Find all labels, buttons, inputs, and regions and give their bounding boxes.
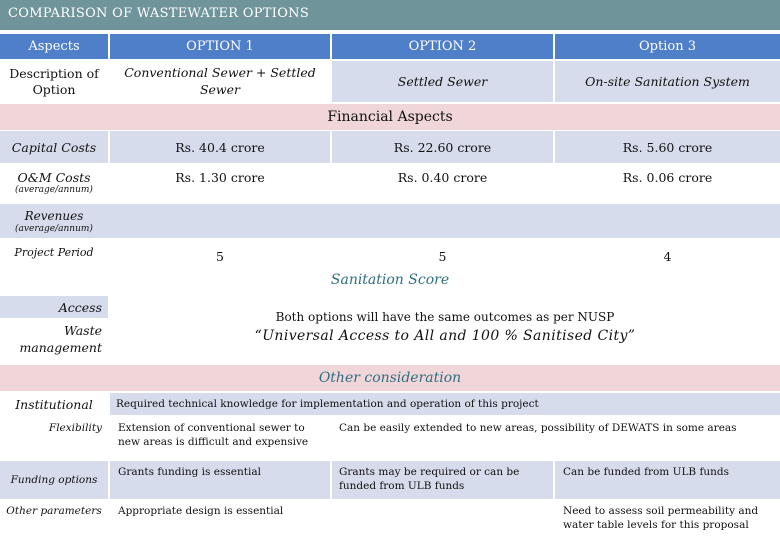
capital-costs-option-1: Rs. 40.4 crore (110, 131, 330, 163)
om-costs-option-3: Rs. 0.06 crore (622, 170, 713, 185)
institutional-text: Required technical knowledge for implementation and operation of this project (110, 393, 780, 415)
om-costs-label: O&M Costs (17, 170, 91, 185)
description-option-2: Settled Sewer (332, 61, 553, 102)
header-option-1: OPTION 1 (110, 34, 330, 59)
page-title: COMPARISON OF WASTEWATER OPTIONS (0, 0, 780, 30)
header-option-3: Option 3 (555, 34, 780, 59)
header-option-2: OPTION 2 (332, 34, 553, 59)
om-costs-option-1: Rs. 1.30 crore (175, 170, 265, 185)
revenues-sublabel: (average/annum) (15, 224, 93, 234)
flexibility-option-1: Extension of conventional sewer to new areas is difficult and expensive (118, 422, 309, 449)
project-period-label: Project Period (14, 246, 94, 259)
project-period-option-2: 5 (438, 249, 447, 264)
other-parameters-option-1: Appropriate design is essential (118, 505, 284, 517)
om-costs-sublabel: (average/annum) (15, 185, 93, 195)
flexibility-label: Flexibility (48, 422, 102, 434)
funding-options-label: Funding options (0, 461, 108, 499)
other-heading: Other consideration (0, 365, 780, 391)
header-aspects: Aspects (0, 34, 108, 59)
revenues-row (0, 204, 780, 238)
funding-option-3: Can be funded from ULB funds (555, 461, 780, 499)
other-parameters-label: Other parameters (6, 505, 102, 517)
sanitation-quote: “Universal Access to All and 100 % Sanitised City” (254, 328, 636, 344)
financial-heading: Financial Aspects (0, 104, 780, 130)
access-label: Access (0, 296, 108, 318)
capital-costs-label: Capital Costs (0, 131, 108, 163)
description-option-1: Conventional Sewer + Settled Sewer (124, 65, 316, 97)
capital-costs-option-3: Rs. 5.60 crore (555, 131, 780, 163)
om-costs-option-2: Rs. 0.40 crore (397, 170, 488, 185)
sanitation-heading: Sanitation Score (330, 272, 450, 288)
project-period-option-1: 5 (216, 249, 224, 264)
revenues-label: Revenues (24, 209, 84, 223)
project-period-option-3: 4 (663, 249, 672, 264)
sanitation-statement: Both options will have the same outcomes as per NUSP (275, 310, 615, 324)
description-label: Description of Option (9, 65, 99, 97)
description-option-3: On-site Sanitation System (555, 61, 780, 102)
capital-costs-option-2: Rs. 22.60 crore (332, 131, 553, 163)
institutional-label: Institutional (15, 396, 93, 412)
waste-management-label: Waste management (19, 323, 102, 355)
flexibility-option-2-3: Can be easily extended to new areas, possibility of DEWATS in some areas (339, 422, 737, 434)
other-parameters-option-3: Need to assess soil permeability and water table levels for this proposal (563, 505, 759, 532)
funding-option-1: Grants funding is essential (110, 461, 330, 499)
funding-option-2: Grants may be required or can be funded from ULB funds (332, 461, 553, 499)
